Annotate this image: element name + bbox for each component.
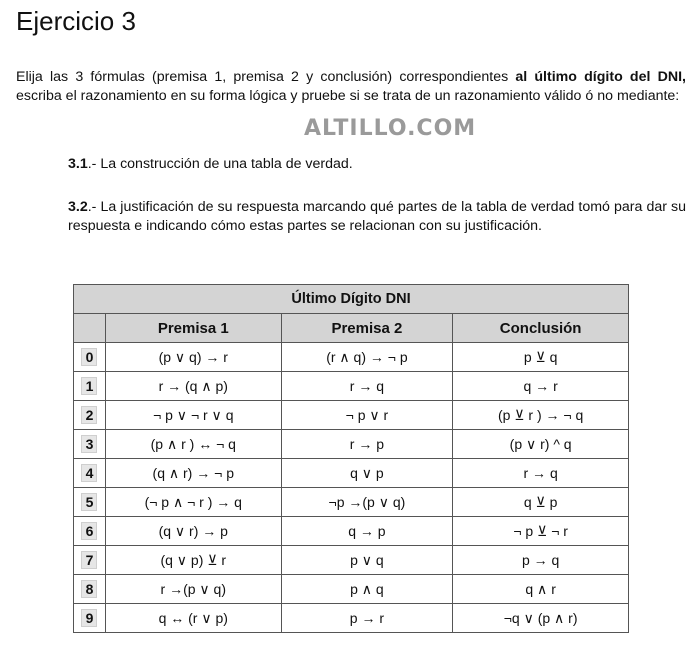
instructions-text-1: Elija las 3 fórmulas (premisa 1, premisa 2 y conclusión) correspondientes	[16, 69, 516, 85]
instructions-text-2: escriba el razonamiento en su forma lógica y pruebe si se trata de un razonamiento válido ó no mediante:	[16, 87, 680, 104]
row-digit	[74, 575, 106, 604]
digit-label: 9	[81, 609, 97, 627]
conclusion-cell: p ⊻ q	[453, 343, 629, 372]
digit-label: 8	[81, 580, 97, 598]
premisa-2-cell: ¬p →(p ∨ q)	[281, 488, 453, 517]
premisa-2-cell: p → r	[281, 604, 453, 633]
row-digit	[74, 401, 106, 430]
header-premisa-1: Premisa 1	[105, 314, 281, 343]
table-row	[74, 517, 629, 546]
premisa-1-cell: ¬ p ∨ ¬ r ∨ q	[105, 401, 281, 430]
row-digit	[74, 430, 106, 459]
digit-label: 7	[81, 551, 97, 569]
table-row	[74, 372, 629, 401]
premisa-1-cell: (q ∧ r) → ¬ p	[105, 459, 281, 488]
table-row	[74, 575, 629, 604]
table-row	[74, 430, 629, 459]
digit-label: 6	[81, 522, 97, 540]
premisa-2-cell: p ∧ q	[281, 575, 453, 604]
conclusion-cell: q ∧ r	[453, 575, 629, 604]
item-number: 3.2	[68, 199, 88, 215]
premisa-2-cell: r → p	[281, 430, 453, 459]
item-text: .- La justificación de su respuesta marcando qué partes de la tabla de verdad tomó para dar su respuesta e indicando cómo estas partes se relacionan con su justificación.	[68, 199, 686, 234]
row-digit	[74, 372, 106, 401]
header-conclusion: Conclusión	[453, 314, 629, 343]
row-digit	[74, 517, 106, 546]
premisa-1-cell: (p ∧ r ) ↔ ¬ q	[105, 430, 281, 459]
row-digit	[74, 546, 106, 575]
row-digit	[74, 488, 106, 517]
table-caption: Último Dígito DNI	[74, 285, 629, 314]
premisa-2-cell: ¬ p ∨ r	[281, 401, 453, 430]
digit-label: 5	[81, 493, 97, 511]
row-digit	[74, 604, 106, 633]
premisa-2-cell: r → q	[281, 372, 453, 401]
conclusion-cell: p → q	[453, 546, 629, 575]
header-premisa-2: Premisa 2	[281, 314, 453, 343]
table-row	[74, 604, 629, 633]
conclusion-cell: (p ∨ r) ^ q	[453, 430, 629, 459]
exercise-title: Ejercicio 3	[16, 6, 136, 36]
item-text: .- La construcción de una tabla de verdad.	[87, 156, 353, 172]
watermark: ALTILLO.COM	[304, 116, 477, 141]
conclusion-cell: q ⊻ p	[453, 488, 629, 517]
table-row	[74, 343, 629, 372]
header-blank	[74, 314, 106, 343]
instructions-bold: al último dígito del DNI,	[515, 69, 686, 85]
conclusion-cell: r → q	[453, 459, 629, 488]
conclusion-cell: q → r	[453, 372, 629, 401]
item-3-1	[68, 155, 686, 174]
table-row	[74, 401, 629, 430]
conclusion-cell: (p ⊻ r ) → ¬ q	[453, 401, 629, 430]
premisa-1-cell: (¬ p ∧ ¬ r ) → q	[105, 488, 281, 517]
digit-label: 2	[81, 406, 97, 424]
premisa-1-cell: r →(p ∨ q)	[105, 575, 281, 604]
premisa-2-cell: q ∨ p	[281, 459, 453, 488]
item-3-2	[68, 198, 686, 235]
conclusion-cell: ¬ p ⊻ ¬ r	[453, 517, 629, 546]
item-number: 3.1	[68, 156, 88, 172]
row-digit	[74, 459, 106, 488]
premisa-2-cell: q → p	[281, 517, 453, 546]
row-digit	[74, 343, 106, 372]
digit-label: 0	[81, 348, 97, 366]
premisa-1-cell: (q ∨ r) → p	[105, 517, 281, 546]
premisa-1-cell: (p ∨ q) → r	[105, 343, 281, 372]
instructions-paragraph	[16, 68, 686, 105]
premisa-1-cell: (q ∨ p) ⊻ r	[105, 546, 281, 575]
dni-formula-table	[73, 284, 629, 633]
premisa-1-cell: q ↔ (r ∨ p)	[105, 604, 281, 633]
premisa-2-cell: (r ∧ q) → ¬ p	[281, 343, 453, 372]
digit-label: 1	[81, 377, 97, 395]
digit-label: 4	[81, 464, 97, 482]
conclusion-cell: ¬q ∨ (p ∧ r)	[453, 604, 629, 633]
table-row	[74, 459, 629, 488]
table-row	[74, 488, 629, 517]
premisa-2-cell: p ∨ q	[281, 546, 453, 575]
table-row	[74, 546, 629, 575]
premisa-1-cell: r → (q ∧ p)	[105, 372, 281, 401]
digit-label: 3	[81, 435, 97, 453]
